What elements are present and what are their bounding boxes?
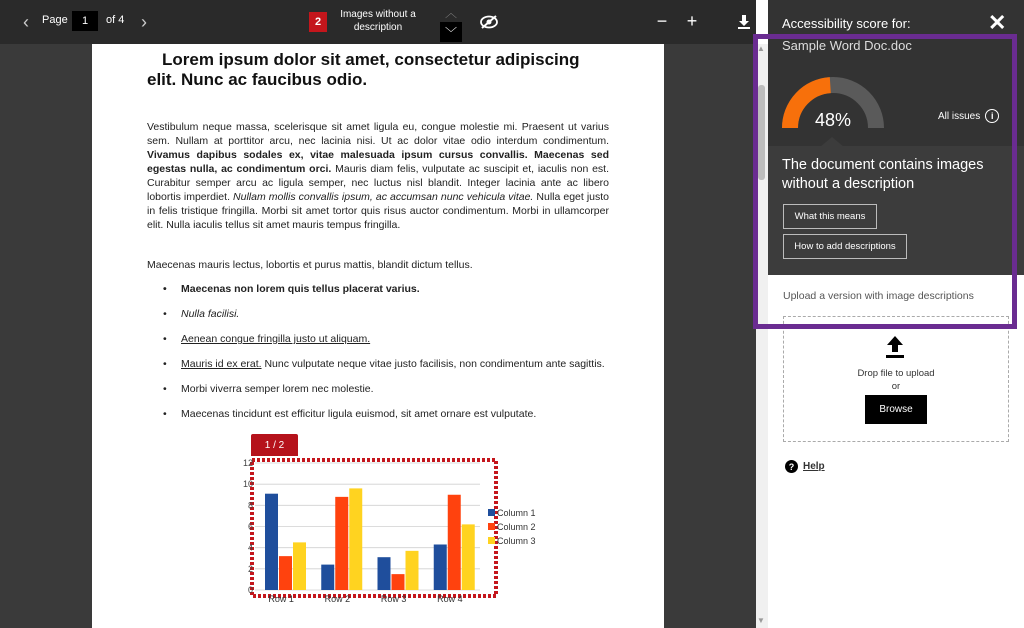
zoom-out-button[interactable]: −	[656, 10, 668, 31]
y-tick-label: 8	[247, 500, 253, 511]
page-number-input[interactable]: 1	[72, 11, 98, 31]
bar	[293, 542, 306, 590]
x-tick-label: Row 3	[380, 594, 407, 604]
list-item-link: Mauris id ex erat.	[181, 358, 262, 370]
info-icon: i	[985, 109, 999, 123]
issue-pointer	[820, 137, 844, 147]
eye-off-svg	[480, 15, 498, 29]
x-tick-label: Row 1	[268, 594, 294, 604]
bar	[335, 497, 348, 590]
help-link[interactable]	[785, 460, 825, 473]
upload-icon	[884, 335, 906, 364]
legend-swatch	[488, 509, 495, 516]
document-paragraph-2: Maecenas mauris lectus, lobortis et purus mattis, blandit dictum tellus.	[147, 259, 473, 271]
upload-prompt: Upload a version with image descriptions	[783, 290, 974, 302]
y-tick-label: 0	[247, 585, 253, 595]
issue-count-badge: 2	[309, 12, 327, 32]
score-percentage: 48%	[814, 110, 852, 130]
page-count-label: of 4	[106, 14, 125, 26]
legend-label: Column 3	[497, 536, 536, 546]
browse-button[interactable]: Browse	[865, 395, 927, 424]
para1-italic: Nullam mollis convallis ipsum, ac accumsan nunc vehicula vitae.	[233, 191, 534, 203]
issue-type-line2: description	[353, 22, 403, 33]
bar	[448, 495, 461, 590]
list-item-rest: Nunc vulputate neque vitae justo facilisis, non condimentum ante sagittis.	[261, 358, 605, 370]
document-name: Sample Word Doc.doc	[782, 38, 912, 53]
x-tick-label: Row 2	[324, 594, 351, 604]
eye-off-icon[interactable]	[478, 10, 500, 34]
document-paragraph-1	[147, 120, 609, 232]
issue-type-label	[333, 8, 423, 34]
bar	[378, 557, 391, 590]
para1-part-c: Nulla eget justo in felis tristique fringilla. Morbi sit amet tortor quis risus auctor condimentum. Morbi in ullamcorper elit. Nulla iaculis tellus sit amet mauris tempus fringilla.	[147, 191, 610, 231]
list-item	[163, 357, 609, 371]
how-to-add-descriptions-button[interactable]: How to add descriptions	[783, 234, 907, 259]
para1-part-a: Vestibulum neque massa, scelerisque sit amet ligula eu, congue molestie mi. Praesent ut varius sem. Nullam at porttitor arcu, nec lacinia nisi. Ut ac dolor vitae odio interdum condimentum.	[147, 121, 609, 147]
bar	[434, 544, 447, 590]
upload-svg	[884, 335, 906, 359]
document-bullet-list	[163, 282, 609, 432]
figure-issue-tab[interactable]: 1 / 2	[251, 434, 298, 456]
all-issues-link[interactable]	[938, 109, 999, 123]
x-tick-label: Row 4	[437, 594, 463, 604]
legend-label: Column 1	[497, 508, 536, 518]
title-line-2: elit. Nunc ac faucibus odio.	[147, 70, 368, 89]
document-title	[147, 50, 612, 90]
help-icon: ?	[785, 460, 798, 473]
list-item: • Maecenas tincidunt est efficitur ligula euismod, sit amet ornare est vulputate.	[163, 407, 609, 421]
bar	[349, 488, 362, 590]
issue-type-line1: Images without a	[340, 9, 416, 20]
issue-navigator	[440, 2, 462, 42]
issue-message: The document contains images without a description	[782, 157, 984, 192]
list-item: • Aenean congue fringilla justo ut aliquam.	[163, 332, 609, 346]
bar	[265, 494, 278, 590]
or-text: or	[891, 381, 901, 392]
list-item: • Nulla facilisi.	[163, 307, 609, 321]
bar	[406, 551, 419, 590]
y-tick-label: 2	[247, 563, 253, 574]
help-label: Help	[803, 461, 825, 472]
bar	[321, 565, 334, 590]
zoom-in-button[interactable]: +	[686, 10, 698, 31]
legend-label: Column 2	[497, 522, 536, 532]
list-item: • Morbi viverra semper lorem nec molestie.	[163, 382, 609, 396]
list-item: • Maecenas non lorem quis tellus placerat varius.	[163, 282, 609, 296]
chevron-down-icon[interactable]: ﹀	[440, 22, 462, 42]
y-tick-label: 4	[247, 542, 253, 553]
y-tick-label: 6	[247, 521, 253, 532]
y-tick-label: 10	[242, 479, 253, 490]
chevron-right-icon[interactable]: ›	[141, 11, 147, 32]
document-toolbar	[0, 0, 756, 44]
score-title: Accessibility score for:	[782, 16, 911, 31]
page-label: Page	[42, 14, 68, 26]
close-icon[interactable]: ✕	[988, 10, 1007, 35]
download-icon[interactable]	[733, 10, 755, 34]
bar	[392, 574, 405, 590]
legend-swatch	[488, 537, 495, 544]
y-tick-label: 12	[242, 458, 253, 468]
title-line-1: Lorem ipsum dolor sit amet, consectetur adipiscing	[162, 50, 580, 69]
bar	[462, 524, 475, 590]
download-svg	[737, 14, 751, 30]
legend-swatch	[488, 523, 495, 530]
scroll-down-arrow-icon[interactable]: ▼	[757, 616, 765, 625]
all-issues-label: All issues	[938, 110, 981, 122]
scrollbar-thumb[interactable]	[758, 85, 765, 180]
chevron-left-icon[interactable]: ‹	[23, 11, 29, 32]
scroll-up-arrow-icon[interactable]: ▲	[757, 44, 765, 53]
drop-text: Drop file to upload	[857, 368, 935, 379]
bar	[279, 556, 292, 590]
para1-part-b: Mauris diam felis, vulputate ac suscipit et, iaculis non est. Curabitur semper arcu ac ligula semper, nec luctus nisl blandit. Integer lacinia ante ac libero lobortis imperdiet.	[147, 163, 609, 203]
chevron-up-icon[interactable]: ︿	[444, 5, 457, 20]
bar-chart[interactable]	[235, 455, 545, 607]
drop-instructions	[783, 367, 1009, 393]
what-this-means-button[interactable]: What this means	[783, 204, 877, 229]
para1-bold: Vivamus dapibus sodales ex, vitae malesuada ipsum cursus convallis. Maecenas sed egestas nulla, ac condimentum orci.	[147, 149, 609, 175]
